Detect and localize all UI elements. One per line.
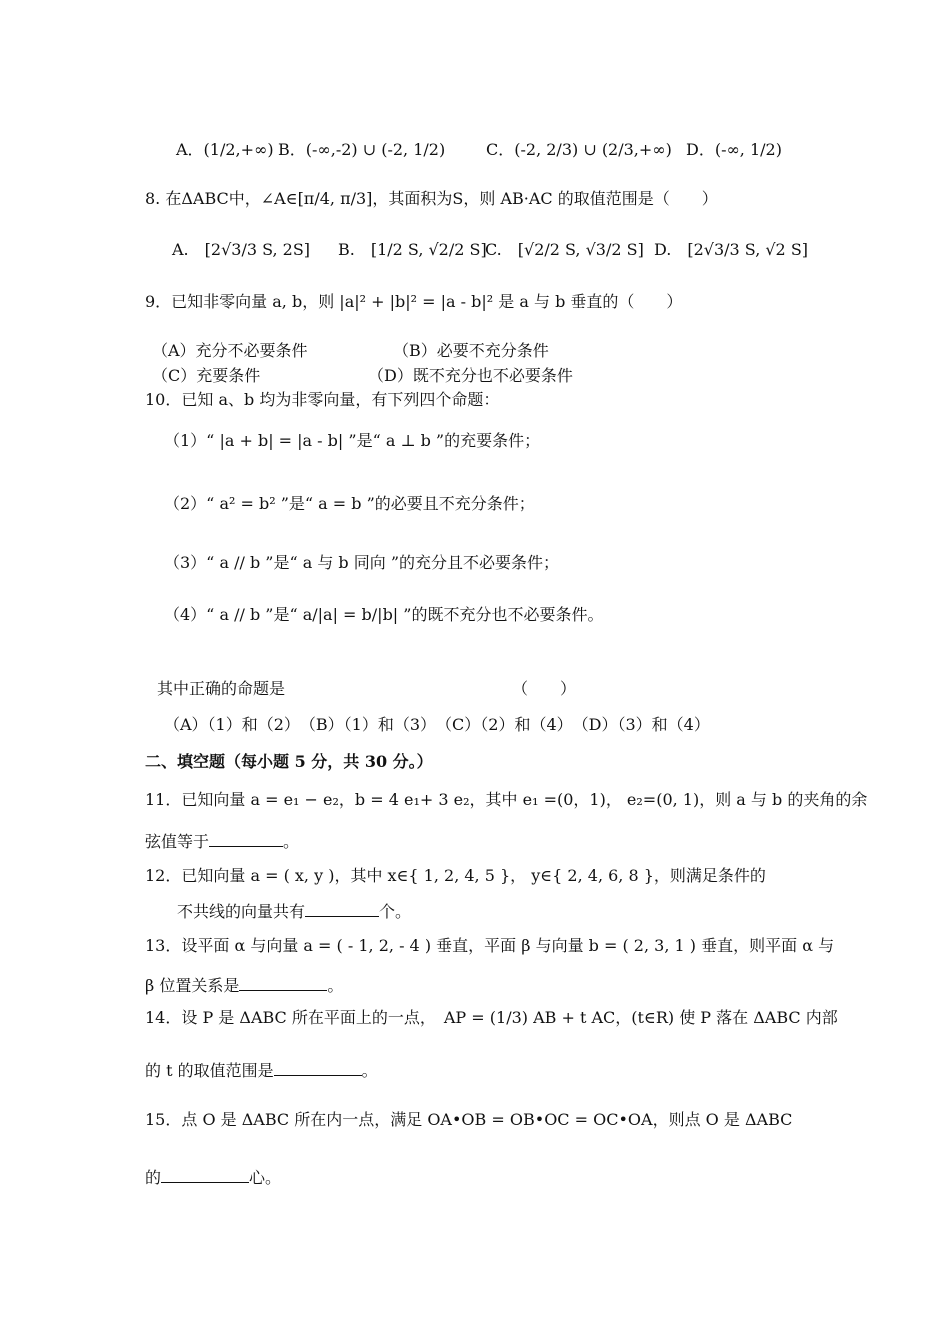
q15-end: 心。 xyxy=(249,1168,282,1187)
q13-end: 。 xyxy=(327,976,344,995)
q15-answer-blank[interactable] xyxy=(161,1166,249,1183)
q12-answer-blank[interactable] xyxy=(305,900,379,917)
q15-line-1: 15．点 O 是 ΔABC 所在内一点，满足 OA•OB = OB•OC = OC•OA，则点 O 是 ΔABC xyxy=(145,1110,793,1129)
q8-option-d: D. [2√3/3 S, √2 S] xyxy=(654,240,809,259)
q12-line-2 xyxy=(177,900,411,922)
q8-option-a: A. [2√3/3 S, 2S] xyxy=(172,240,311,259)
q10-options: （A）（1）和（2） （B）（1）和（3） （C）（2）和（4） （D）（3）和（4） xyxy=(164,715,710,734)
q8-option-b: B. [1/2 S, √2/2 S] xyxy=(338,240,487,259)
q10-stem: 10．已知 a、b 均为非零向量，有下列四个命题： xyxy=(145,390,500,409)
q11-line-2 xyxy=(145,830,299,852)
q9-option-a: （A）充分不必要条件 xyxy=(152,341,308,360)
q8-option-c: C. [√2/2 S, √3/2 S] xyxy=(485,240,644,259)
q9-option-b: （B）必要不充分条件 xyxy=(393,341,549,360)
q10-answer-paren: （ ） xyxy=(512,679,577,698)
q10-proposition-4: （4）“ a // b ”是“ a/|a| = b/|b| ”的既不充分也不必要条件。 xyxy=(164,605,604,624)
q13-line-1: 13．设平面 α 与向量 a = ( - 1, 2, - 4 ) 垂直，平面 β 与向量 b = ( 2, 3, 1 ) 垂直，则平面 α 与 xyxy=(145,936,835,955)
q14-line-1: 14．设 P 是 ΔABC 所在平面上的一点， AP = (1/3) AB + t AC，(t∈R) 使 P 落在 ΔABC 内部 xyxy=(145,1008,838,1027)
q10-proposition-1: （1）“ |a + b| = |a - b| ”是“ a ⊥ b ”的充要条件； xyxy=(164,431,541,450)
q10-proposition-3: （3）“ a // b ”是“ a 与 b 同向 ”的充分且不必要条件； xyxy=(164,553,560,572)
q12-end: 个。 xyxy=(379,902,412,921)
q14-line-2 xyxy=(145,1059,378,1081)
q12-text: 不共线的向量共有 xyxy=(177,902,306,921)
q12-line-1: 12．已知向量 a = ( x, y )，其中 x∈{ 1, 2, 4, 5 }， y∈{ 2, 4, 6, 8 }，则满足条件的 xyxy=(145,866,766,885)
q9-option-c: （C）充要条件 xyxy=(152,366,261,385)
q15-text: 的 xyxy=(145,1168,162,1187)
q7-option-b: B．(-∞,-2) ∪ (-2, 1/2) xyxy=(278,140,446,159)
q11-answer-blank[interactable] xyxy=(209,830,283,847)
q14-answer-blank[interactable] xyxy=(274,1059,362,1076)
q11-end: 。 xyxy=(283,832,300,851)
q7-option-d: D．(-∞, 1/2) xyxy=(686,140,782,159)
q11-line-1: 11．已知向量 a = e₁ − e₂，b = 4 e₁+ 3 e₂，其中 e₁ =(0，1)， e₂=(0, 1)，则 a 与 b 的夹角的余 xyxy=(145,790,868,809)
q8-stem: 8. 在ΔABC中，∠A∈[π/4, π/3]，其面积为S，则 AB·AC 的取值范围是（ ） xyxy=(145,189,718,208)
q11-text: 弦值等于 xyxy=(145,832,210,851)
section-2-heading: 二、填空题（每小题 5 分，共 30 分。） xyxy=(145,752,433,771)
q13-text: β 位置关系是 xyxy=(145,976,240,995)
q14-end: 。 xyxy=(361,1061,378,1080)
q14-text: 的 t 的取值范围是 xyxy=(145,1061,274,1080)
q7-option-c: C．(-2, 2/3) ∪ (2/3,+∞) xyxy=(486,140,672,159)
q13-line-2 xyxy=(145,974,343,996)
q13-answer-blank[interactable] xyxy=(239,974,327,991)
q9-option-d: （D）既不充分也不必要条件 xyxy=(368,366,573,385)
q9-stem: 9．已知非零向量 a, b，则 |a|² + |b|² = |a - b|² 是 a 与 b 垂直的（ ） xyxy=(145,292,683,311)
q15-line-2 xyxy=(145,1166,281,1188)
q10-proposition-2: （2）“ a² = b² ”是“ a = b ”的必要且不充分条件； xyxy=(164,494,535,513)
q7-option-a: A．(1/2,+∞) xyxy=(176,140,274,159)
q10-ask: 其中正确的命题是 xyxy=(157,679,286,698)
